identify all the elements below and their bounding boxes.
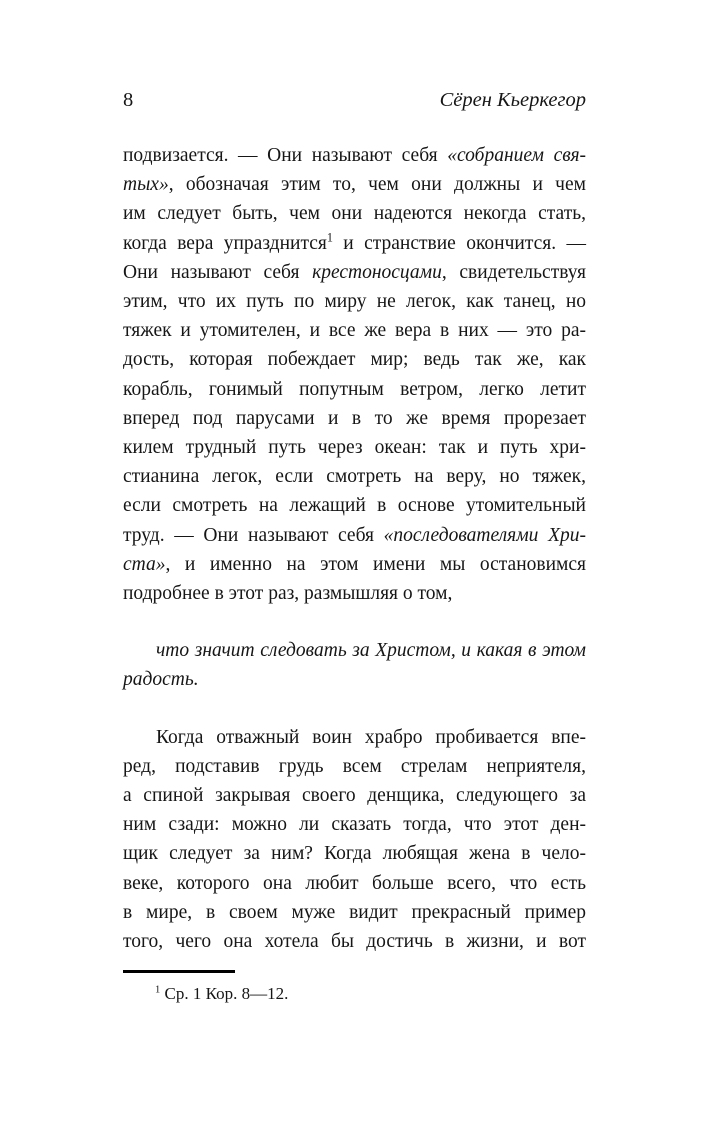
- text-line: подробнее в этот раз, размышляя о том,: [123, 583, 453, 605]
- page-number: 8: [123, 89, 134, 111]
- text-line: ста», и именно на этом имени мы остановимся: [123, 553, 586, 575]
- footnote-marker: 1: [155, 984, 161, 996]
- page-content: [123, 86, 586, 1006]
- text-line: щик следует за ним? Когда любящая жена в чело-: [123, 843, 586, 865]
- running-title: Сёрен Кьеркегор: [439, 89, 586, 111]
- text-line: ним сзади: можно ли сказать тогда, что этот ден-: [123, 814, 586, 836]
- text-line: а спиной закрывая своего денщика, следующего за: [123, 785, 586, 807]
- text-line: что значит следовать за Христом, и какая в этом: [156, 640, 586, 662]
- text-line: этим, что их путь по миру не легок, как танец, но: [123, 291, 586, 313]
- text-line: тых», обозначая этим то, чем они должны и чем: [123, 174, 586, 196]
- page-header: [123, 86, 586, 114]
- body-text: [123, 141, 586, 956]
- footnote: [123, 982, 586, 1006]
- text-line: в мире, в своем муже видит прекрасный пример: [123, 901, 586, 923]
- text-line: радость.: [123, 669, 199, 691]
- paragraph-continuation: [123, 141, 586, 608]
- text-line: того, чего она хотела бы достичь в жизни, и вот: [123, 931, 586, 953]
- text-line: подвизается. — Они называют себя «собранием свя-: [123, 145, 586, 166]
- text-line: тяжек и утомителен, и все же вера в них — это ра-: [123, 320, 586, 342]
- text-line: ред, подставив грудь всем стрелам неприятеля,: [123, 755, 586, 777]
- thesis-italic-block: [123, 636, 586, 694]
- text-line: веке, которого она любит больше всего, что есть: [123, 872, 586, 894]
- text-line: корабль, гонимый попутным ветром, легко летит: [123, 378, 586, 400]
- text-line: им следует быть, чем они надеются некогда стать,: [123, 203, 586, 225]
- text-line: Они называют себя крестоносцами, свидетельствуя: [123, 261, 586, 283]
- text-line: стианина легок, если смотреть на веру, но тяжек,: [123, 466, 586, 488]
- text-line: если смотреть на лежащий в основе утомительный: [123, 495, 586, 517]
- text-line: вперед под парусами и в то же время прорезает: [123, 407, 586, 429]
- footnote-divider: [123, 970, 235, 973]
- text-line: дость, которая побеждает мир; ведь так же, как: [123, 349, 586, 371]
- footnote-text: Ср. 1 Кор. 8—12.: [164, 984, 289, 1004]
- text-line: килем трудный путь через океан: так и путь хри-: [123, 437, 586, 459]
- text-line: Когда отважный воин храбро пробивается впе-: [156, 726, 586, 748]
- paragraph: [123, 723, 586, 957]
- text-line: когда вера упразднится$^1$ и странствие окончится. —: [123, 230, 586, 254]
- text-line: труд. — Они называют себя «последователями Хри-: [123, 524, 586, 546]
